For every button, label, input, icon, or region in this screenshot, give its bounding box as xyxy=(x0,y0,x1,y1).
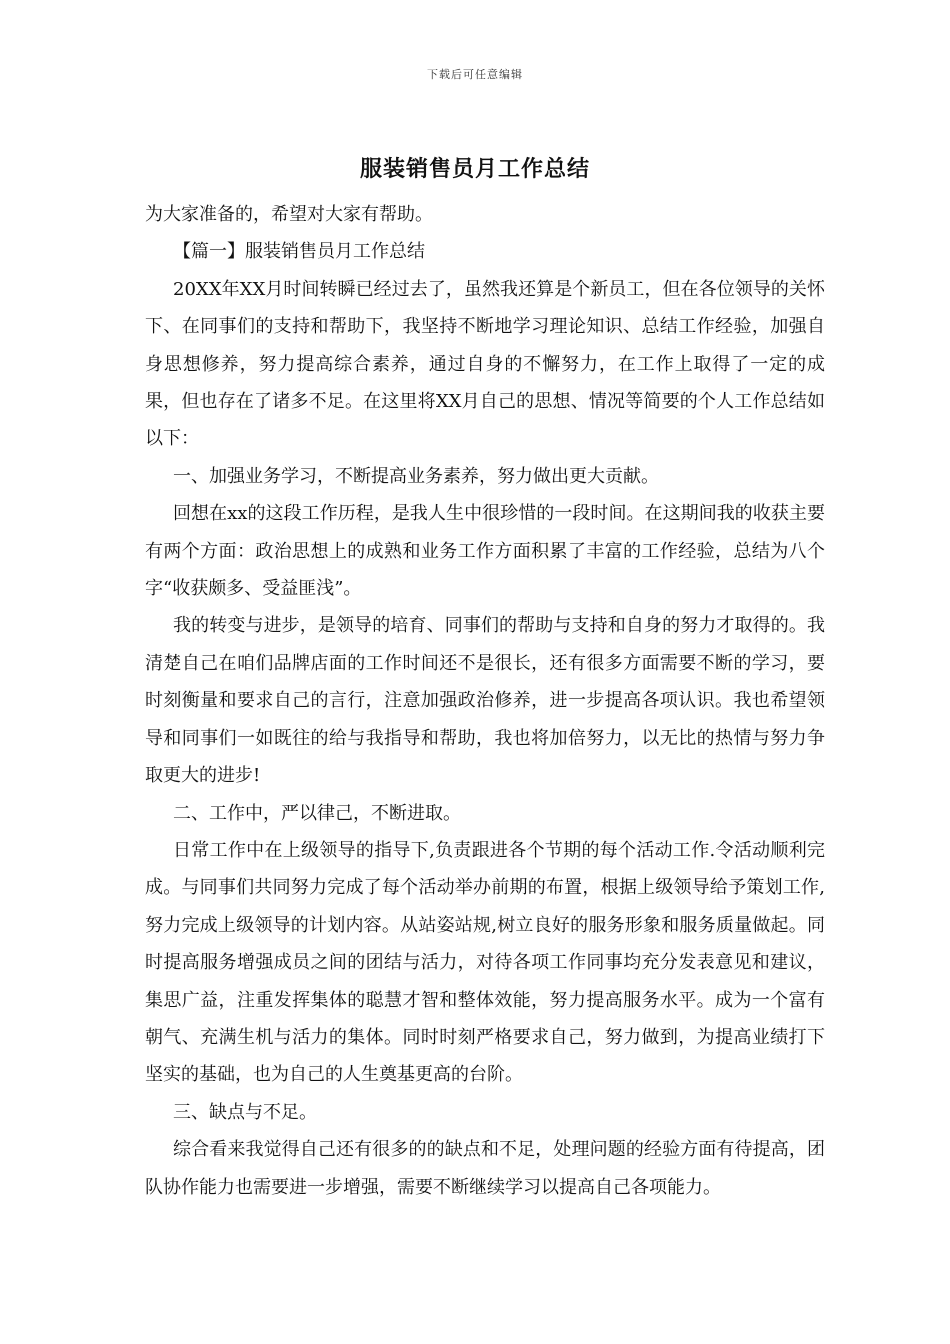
body-paragraph: 回想在xx的这段工作历程，是我人生中很珍惜的一段时间。在这期间我的收获主要有两个方面：政治思想上的成熟和业务工作方面积累了丰富的工作经验，总结为八个字“收获颇多、受益匪浅”。 xyxy=(145,503,825,600)
document-title: 服装销售员月工作总结 xyxy=(359,156,590,182)
body-paragraph: 综合看来我觉得自己还有很多的的缺点和不足，处理问题的经验方面有待提高，团队协作能力也需要进一步增强，需要不断继续学习以提高自己各项能力。 xyxy=(145,1139,825,1198)
document-body xyxy=(145,196,825,1206)
header-note: 下载后可任意编辑 xyxy=(427,68,523,81)
body-paragraph: 20XX年XX月时间转瞬已经过去了，虽然我还算是个新员工，但在各位领导的关怀下、在同事们的支持和帮助下，我坚持不断地学习理论知识、总结工作经验，加强自身思想修养，努力提高综合素养，通过自身的不懈努力，在工作上取得了一定的成果，但也存在了诸多不足。在这里将XX月自己的思想、情况等简要的个人工作总结如以下： xyxy=(145,278,825,450)
section-heading-one: 一、加强业务学习，不断提高业务素养，努力做出更大贡献。 xyxy=(173,465,659,487)
intro-paragraph: 为大家准备的，希望对大家有帮助。 xyxy=(145,204,433,225)
section-heading-three: 三、缺点与不足。 xyxy=(173,1101,317,1123)
section-heading-two: 二、工作中，严以律己，不断进取。 xyxy=(173,802,461,824)
body-paragraph: 日常工作中在上级领导的指导下,负责跟进各个节期的每个活动工作.令活动顺利完成。与同事们共同努力完成了每个活动举办前期的布置，根据上级领导给予策划工作,努力完成上级领导的计划内容。从站姿站规,树立良好的服务形象和服务质量做起。同时提高服务增强成员之间的团结与活力，对待各项工作同事均充分发表意见和建议，集思广益，注重发挥集体的聪慧才智和整体效能，努力提高服务水平。成为一个富有朝气、充满生机与活力的集体。同时时刻严格要求自己，努力做到，为提高业绩打下坚实的基础，也为自己的人生奠基更高的台阶。 xyxy=(145,839,825,1086)
body-paragraph: 我的转变与进步，是领导的培育、同事们的帮助与支持和自身的努力才取得的。我清楚自己在咱们品牌店面的工作时间还不是很长，还有很多方面需要不断的学习，要时刻衡量和要求自己的言行，注意加强政治修养，进一步提高各项认识。我也希望领导和同事们一如既往的给与我指导和帮助，我也将加倍努力，以无比的热情与努力争取更大的进步! xyxy=(145,615,825,787)
section-heading-part-one: 【篇一】服装销售员月工作总结 xyxy=(173,241,425,263)
